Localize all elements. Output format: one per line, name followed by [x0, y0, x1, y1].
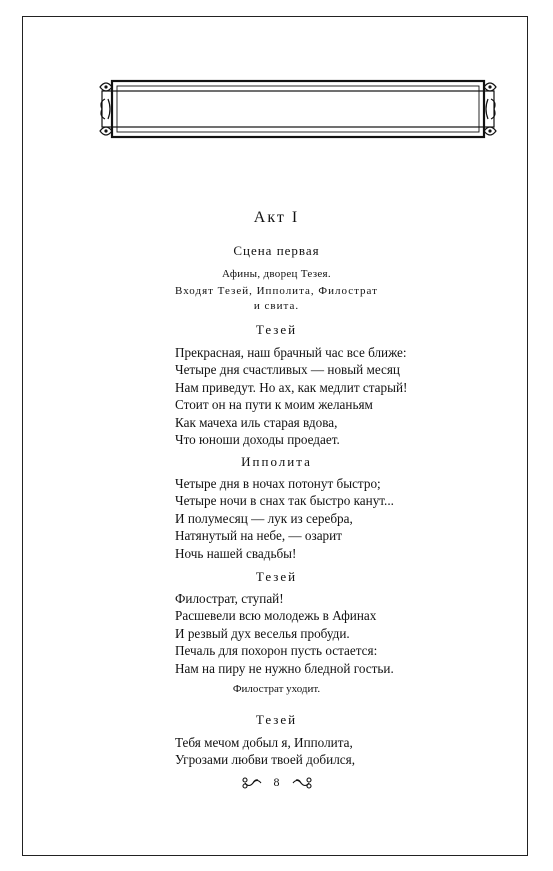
verse-line: Четыре ночи в снах так быстро канут... [175, 493, 394, 509]
flourish-left-icon [241, 776, 263, 790]
speaker-name: Тезей [255, 569, 298, 584]
setting-line: Афины, дворец Тезея. [222, 268, 331, 280]
verse-block [175, 344, 407, 448]
setting-line: Входят Тезей, Ипполита, Филострат [175, 285, 378, 297]
verse-line: Нам приведут. Но ах, как медлит старый! [175, 379, 408, 395]
stage-direction: Филострат уходит. [232, 683, 321, 695]
speaker-name: Тезей [255, 712, 298, 727]
page-number: 8 [273, 775, 280, 789]
verse-line: Четыре дня в ночах потонут быстро; [175, 476, 381, 491]
verse-line: Натянутый на небе, — озарит [175, 528, 342, 544]
setting-line: и свита. [253, 300, 300, 312]
verse-line: Расшевели всю молодежь в Афинах [175, 608, 377, 624]
verse-line: Ночь нашей свадьбы! [175, 545, 297, 561]
verse-block [175, 475, 394, 562]
ornamental-header-frame [98, 77, 498, 141]
verse-line: Стоит он на пути к моим желаньям [175, 397, 373, 413]
verse-line: Четыре дня счастливых — новый месяц [175, 362, 400, 378]
verse-line: Филострат, ступай! [175, 591, 284, 606]
verse-line: Тебя мечом добыл я, Ипполита, [175, 735, 353, 750]
verse-line: Прекрасная, наш брачный час все ближе: [175, 345, 407, 360]
verse-line: Печаль для похорон пусть остается: [175, 643, 378, 659]
verse-block [175, 734, 355, 769]
flourish-right-icon [291, 776, 313, 790]
verse-line: Угрозами любви твоей добился, [175, 752, 355, 768]
speaker-name: Тезей [255, 322, 298, 337]
verse-line: Нам на пиру не нужно бледной гостьи. [175, 660, 394, 676]
verse-line: Что юноши доходы проедает. [175, 431, 340, 447]
verse-line: И резвый дух веселья пробуди. [175, 625, 350, 641]
scene-title: Сцена первая [233, 243, 320, 258]
page-footer [0, 775, 553, 790]
verse-block [175, 590, 394, 677]
speaker-name: Ипполита [241, 454, 312, 469]
act-title: Акт I [253, 209, 300, 226]
verse-line: Как мачеха иль старая вдова, [175, 414, 338, 430]
verse-line: И полумесяц — лук из серебра, [175, 510, 353, 526]
